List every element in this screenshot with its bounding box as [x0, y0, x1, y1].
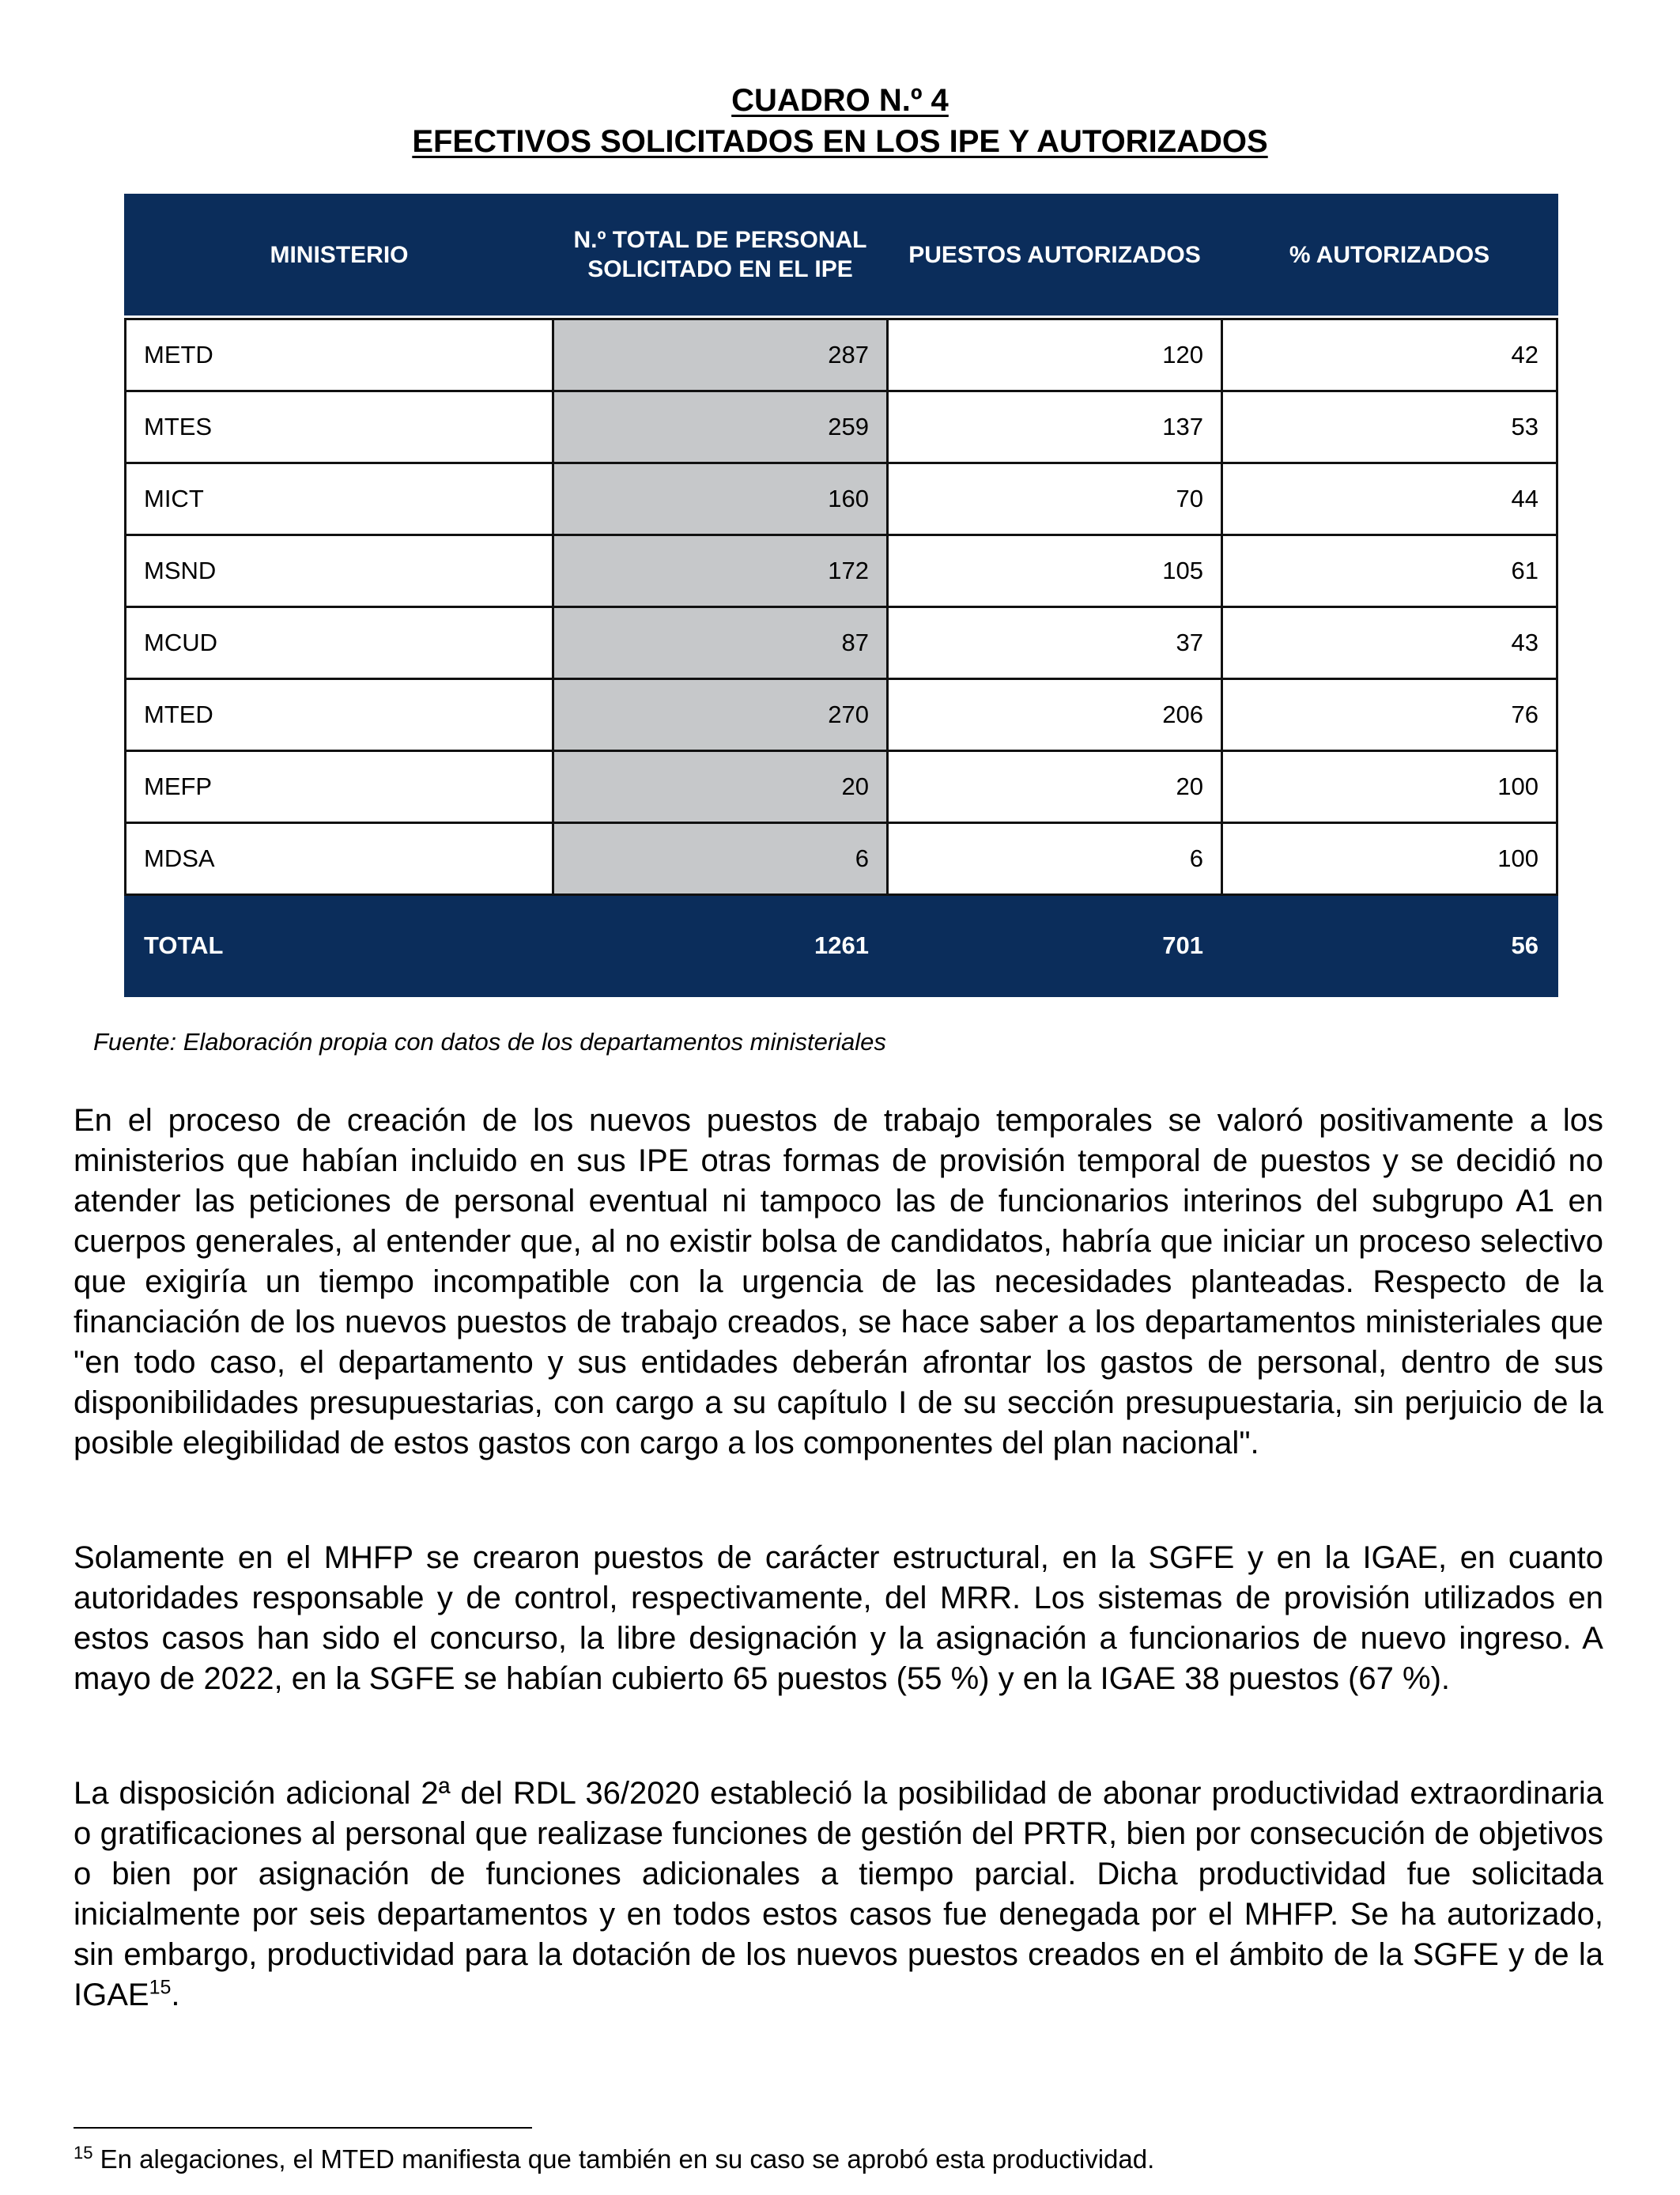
- total-solicitado: 1261: [553, 895, 888, 996]
- table-row: [126, 463, 1557, 535]
- footnote-number: 15: [74, 2143, 93, 2163]
- cell-solicitado: 270: [553, 679, 888, 751]
- header-ministerio: MINISTERIO: [126, 195, 553, 315]
- paragraph-3-end: .: [171, 1978, 180, 2012]
- footnote-separator: [74, 2127, 532, 2129]
- total-autorizados: 701: [888, 895, 1222, 996]
- cell-ministerio: MDSA: [126, 823, 553, 895]
- table-row: [126, 391, 1557, 463]
- cell-porcentaje: 44: [1222, 463, 1557, 535]
- cell-solicitado: 20: [553, 751, 888, 823]
- cell-solicitado: 259: [553, 391, 888, 463]
- cell-ministerio: METD: [126, 319, 553, 391]
- cell-ministerio: MICT: [126, 463, 553, 535]
- table-subtitle: EFECTIVOS SOLICITADOS EN LOS IPE Y AUTORIZADOS: [412, 124, 1268, 159]
- cell-autorizados: 20: [888, 751, 1222, 823]
- cell-ministerio: MTED: [126, 679, 553, 751]
- table-header-row: [126, 195, 1557, 315]
- header-porcentaje-autorizados: % AUTORIZADOS: [1222, 195, 1557, 315]
- table-source-note: Fuente: Elaboración propia con datos de los departamentos ministeriales: [93, 1028, 886, 1056]
- table-row: [126, 607, 1557, 679]
- paragraph-1: En el proceso de creación de los nuevos puestos de trabajo temporales se valoró positivamente a los ministerios que habían incluido en sus IPE otras formas de provisión temporal de puestos y se decidió no atender las peticiones de personal eventual ni tampoco las de funcionarios interinos del subgrupo A1 en cuerpos generales, al entender que, al no existir bolsa de candidatos, habría que iniciar un proceso selectivo que exigiría un tiempo incompatible con la urgencia de las necesidades planteadas. Respecto de la financiación de los nuevos puestos de trabajo creados, se hace saber a los departamentos ministeriales que "en todo caso, el departamento y sus entidades deberán afrontar los gastos de personal, dentro de sus disponibilidades presupuestarias, con cargo a su capítulo I de su sección presupuestaria, sin perjuicio de la posible elegibilidad de estos gastos con cargo a los componentes del plan nacional".: [74, 1103, 1603, 1460]
- footnote-reference[interactable]: 15: [149, 1976, 172, 1999]
- header-puestos-autorizados: PUESTOS AUTORIZADOS: [888, 195, 1222, 315]
- cell-solicitado: 172: [553, 535, 888, 607]
- footnote-text: En alegaciones, el MTED manifiesta que también en su caso se aprobó esta productividad.: [92, 2144, 1155, 2174]
- cell-solicitado: 287: [553, 319, 888, 391]
- paragraph-3: [74, 1774, 1603, 2016]
- table-row: [126, 823, 1557, 895]
- data-table: [124, 194, 1558, 997]
- cell-porcentaje: 61: [1222, 535, 1557, 607]
- cell-ministerio: MSND: [126, 535, 553, 607]
- cell-porcentaje: 100: [1222, 823, 1557, 895]
- cell-autorizados: 206: [888, 679, 1222, 751]
- cell-porcentaje: 42: [1222, 319, 1557, 391]
- cell-ministerio: MTES: [126, 391, 553, 463]
- cell-solicitado: 87: [553, 607, 888, 679]
- cell-autorizados: 137: [888, 391, 1222, 463]
- table-row: [126, 319, 1557, 391]
- cell-porcentaje: 43: [1222, 607, 1557, 679]
- cell-porcentaje: 53: [1222, 391, 1557, 463]
- cell-autorizados: 37: [888, 607, 1222, 679]
- table-title: CUADRO N.º 4: [731, 83, 949, 118]
- cell-ministerio: MEFP: [126, 751, 553, 823]
- header-total-solicitado: N.º TOTAL DE PERSONAL SOLICITADO EN EL IPE: [553, 195, 888, 315]
- table-row: [126, 751, 1557, 823]
- cell-autorizados: 120: [888, 319, 1222, 391]
- paragraph-2: Solamente en el MHFP se crearon puestos de carácter estructural, en la SGFE y en la IGAE, en cuanto autoridades responsable y de control, respectivamente, del MRR. Los sistemas de provisión utilizados en estos casos han sido el concurso, la libre designación y la asignación a funcionarios de nuevo ingreso. A mayo de 2022, en la SGFE se habían cubierto 65 puestos (55 %) y en la IGAE 38 puestos (67 %).: [74, 1540, 1603, 1696]
- cell-ministerio: MCUD: [126, 607, 553, 679]
- total-porcentaje: 56: [1222, 895, 1557, 996]
- total-label: TOTAL: [126, 895, 553, 996]
- cell-autorizados: 105: [888, 535, 1222, 607]
- cell-porcentaje: 100: [1222, 751, 1557, 823]
- table-row: [126, 535, 1557, 607]
- cell-solicitado: 6: [553, 823, 888, 895]
- cell-porcentaje: 76: [1222, 679, 1557, 751]
- paragraph-3-text: La disposición adicional 2ª del RDL 36/2020 estableció la posibilidad de abonar productividad extraordinaria o gratificaciones al personal que realizase funciones de gestión del PRTR, bien por consecución de objetivos o bien por asignación de funciones adicionales a tiempo parcial. Dicha productividad fue solicitada inicialmente por seis departamentos y en todos estos casos fue denegada por el MHFP. Se ha autorizado, sin embargo, productividad para la dotación de los nuevos puestos creados en el ámbito de la SGFE y de la IGAE: [74, 1776, 1603, 2012]
- footnote: [74, 2144, 1154, 2174]
- cell-autorizados: 70: [888, 463, 1222, 535]
- table-total-row: [126, 895, 1557, 996]
- table-row: [126, 679, 1557, 751]
- cell-autorizados: 6: [888, 823, 1222, 895]
- cell-solicitado: 160: [553, 463, 888, 535]
